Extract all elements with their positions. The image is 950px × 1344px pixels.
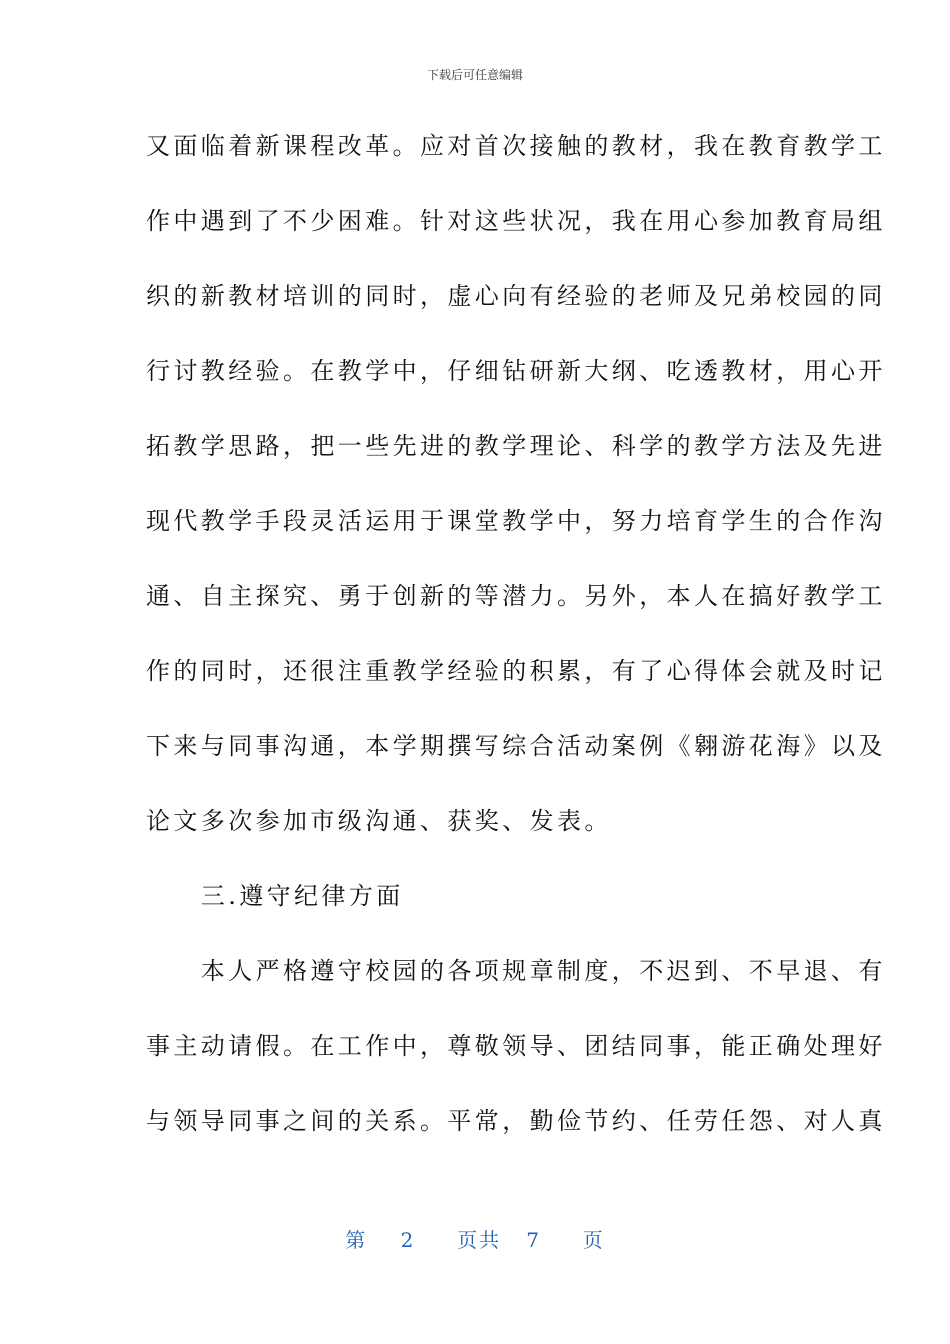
body-line: 拓教学思路，把一些先进的教学理论、科学的教学方法及先进	[146, 432, 886, 460]
footer-prefix: 第	[345, 1228, 368, 1252]
body-line: 作的同时，还很注重教学经验的积累，有了心得体会就及时记	[146, 657, 886, 685]
body-line: 行讨教经验。在教学中，仔细钻研新大纲、吃透教材，用心开	[146, 357, 886, 385]
section-heading: 三.遵守纪律方面	[146, 882, 404, 910]
footer-middle: 页共	[457, 1228, 502, 1252]
body-line: 本人严格遵守校园的各项规章制度，不迟到、不早退、有	[146, 957, 886, 985]
body-line: 织的新教材培训的同时，虚心向有经验的老师及兄弟校园的同	[146, 282, 886, 310]
body-line: 论文多次参加市级沟通、获奖、发表。	[146, 807, 612, 835]
body-line: 事主动请假。在工作中，尊敬领导、团结同事，能正确处理好	[146, 1032, 886, 1060]
body-line: 作中遇到了不少困难。针对这些状况，我在用心参加教育局组	[146, 207, 886, 235]
body-line: 与领导同事之间的关系。平常，勤俭节约、任劳任怨、对人真	[146, 1107, 886, 1135]
body-line: 下来与同事沟通，本学期撰写综合活动案例《翱游花海》以及	[146, 732, 886, 760]
body-line: 通、自主探究、勇于创新的等潜力。另外，本人在搞好教学工	[146, 582, 886, 610]
body-line: 又面临着新课程改革。应对首次接触的教材，我在教育教学工	[146, 132, 886, 160]
document-body	[146, 124, 886, 1174]
footer-total-pages: 7	[526, 1228, 541, 1252]
footer-page-number: 2	[400, 1228, 416, 1252]
body-line: 现代教学手段灵活运用于课堂教学中，努力培育学生的合作沟	[146, 507, 886, 535]
page-footer	[0, 1224, 950, 1253]
footer-suffix: 页	[582, 1228, 605, 1252]
page-header: 下载后可任意编辑	[426, 68, 523, 82]
